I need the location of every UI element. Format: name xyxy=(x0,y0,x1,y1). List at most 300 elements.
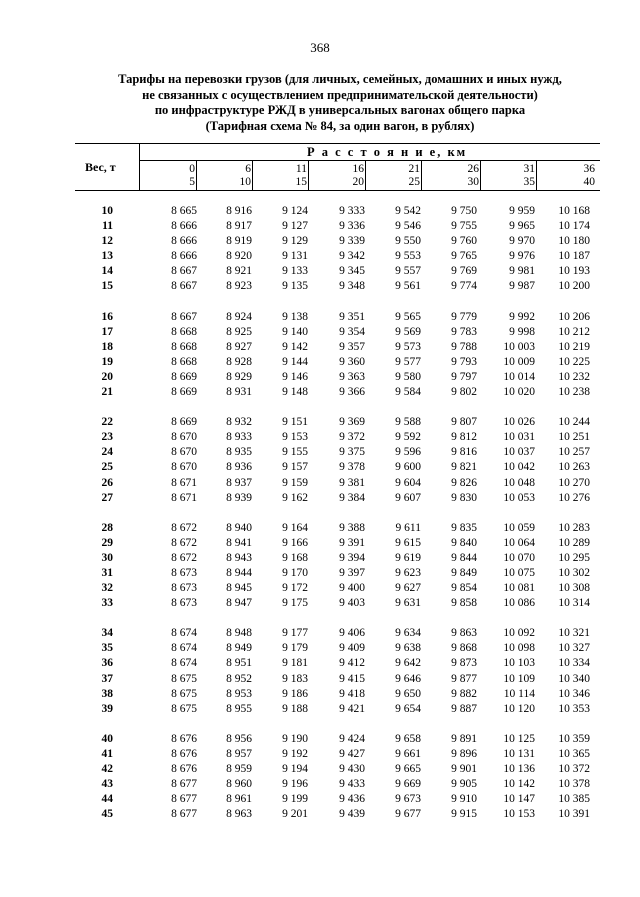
tariff-cell: 9 375 xyxy=(339,446,365,459)
tariff-cell: 10 232 xyxy=(558,370,590,383)
tariff-cell: 9 604 xyxy=(395,476,421,489)
tariff-cell: 10 391 xyxy=(558,808,590,821)
weight-cell: 33 xyxy=(101,597,113,610)
tariff-cell: 8 961 xyxy=(226,793,252,806)
table-row xyxy=(75,204,600,219)
range-divider xyxy=(421,160,422,191)
tariff-cell: 9 561 xyxy=(395,280,421,293)
tariff-cell: 10 053 xyxy=(503,491,535,504)
tariff-cell: 9 190 xyxy=(282,732,308,745)
tariff-cell: 8 951 xyxy=(226,657,252,670)
tariff-cell: 10 340 xyxy=(558,672,590,685)
tariff-cell: 10 302 xyxy=(558,566,590,579)
tariff-cell: 9 646 xyxy=(395,672,421,685)
weight-cell: 25 xyxy=(101,461,113,474)
weight-cell: 11 xyxy=(102,220,113,233)
tariff-cell: 9 146 xyxy=(282,370,308,383)
tariff-cell: 8 673 xyxy=(171,597,197,610)
tariff-cell: 8 674 xyxy=(171,627,197,640)
tariff-cell: 8 944 xyxy=(226,566,252,579)
tariff-cell: 9 412 xyxy=(339,657,365,670)
title-line: (Тарифная схема № 84, за один вагон, в рублях) xyxy=(205,118,475,133)
tariff-cell: 9 873 xyxy=(451,657,477,670)
tariff-cell: 10 092 xyxy=(503,627,535,640)
table-row xyxy=(75,566,600,581)
weight-cell: 31 xyxy=(101,566,113,579)
tariff-cell: 8 669 xyxy=(171,386,197,399)
tariff-cell: 10 193 xyxy=(558,265,590,278)
tariff-cell: 9 765 xyxy=(451,250,477,263)
tariff-cell: 8 669 xyxy=(171,370,197,383)
tariff-cell: 9 342 xyxy=(339,250,365,263)
tariff-cell: 9 661 xyxy=(395,747,421,760)
tariff-cell: 9 669 xyxy=(395,778,421,791)
weight-cell: 14 xyxy=(101,265,113,278)
tariff-cell: 9 199 xyxy=(282,793,308,806)
table-row xyxy=(75,656,600,671)
tariff-cell: 8 677 xyxy=(171,778,197,791)
tariff-cell: 9 896 xyxy=(451,747,477,760)
tariff-cell: 9 391 xyxy=(339,536,365,549)
tariff-cell: 8 916 xyxy=(226,205,252,217)
tariff-cell: 9 607 xyxy=(395,491,421,504)
tariff-cell: 9 569 xyxy=(395,325,421,338)
distance-header: Р а с с т о я н и е, км xyxy=(307,145,468,159)
tariff-cell: 8 676 xyxy=(171,732,197,745)
tariff-cell: 9 844 xyxy=(451,551,477,564)
tariff-cell: 8 673 xyxy=(171,566,197,579)
tariff-cell: 9 433 xyxy=(339,778,365,791)
tariff-cell: 10 308 xyxy=(558,582,590,595)
tariff-cell: 8 943 xyxy=(226,551,252,564)
tariff-cell: 9 600 xyxy=(395,461,421,474)
tariff-cell: 9 142 xyxy=(282,340,308,353)
tariff-cell: 9 634 xyxy=(395,627,421,640)
tariff-cell: 9 348 xyxy=(339,280,365,293)
tariff-cell: 8 923 xyxy=(226,280,252,293)
weight-cell: 39 xyxy=(101,702,113,715)
tariff-cell: 9 131 xyxy=(282,250,308,263)
tariff-cell: 10 014 xyxy=(503,370,535,383)
table-row xyxy=(75,521,600,536)
tariff-cell: 10 187 xyxy=(558,250,590,263)
weight-cell: 28 xyxy=(101,521,113,534)
tariff-cell: 9 186 xyxy=(282,687,308,700)
tariff-cell: 8 675 xyxy=(171,702,197,715)
tariff-cell: 9 439 xyxy=(339,808,365,821)
range-header xyxy=(449,163,479,189)
tariff-cell: 10 365 xyxy=(558,747,590,760)
weight-cell: 36 xyxy=(101,657,113,670)
tariff-cell: 9 194 xyxy=(282,763,308,775)
table-row xyxy=(75,430,600,445)
tariff-cell: 8 917 xyxy=(226,220,252,233)
table-row xyxy=(75,491,600,506)
tariff-cell: 8 674 xyxy=(171,657,197,670)
tariff-cell: 9 144 xyxy=(282,355,308,368)
range-to: 20 xyxy=(352,176,364,188)
range-header xyxy=(505,163,535,189)
range-from: 21 xyxy=(408,163,420,175)
tariff-cell: 9 998 xyxy=(509,325,535,338)
tariff-cell: 8 672 xyxy=(171,521,197,534)
header-top-border xyxy=(75,143,600,144)
range-header xyxy=(334,163,364,189)
table-row xyxy=(75,279,600,294)
tariff-cell: 9 665 xyxy=(395,763,421,775)
tariff-cell: 9 868 xyxy=(451,642,477,655)
tariff-cell: 10 136 xyxy=(503,763,535,775)
tariff-cell: 8 957 xyxy=(226,747,252,760)
range-to: 40 xyxy=(583,176,595,188)
tariff-cell: 10 372 xyxy=(558,763,590,775)
weight-cell: 38 xyxy=(101,687,113,700)
tariff-cell: 10 206 xyxy=(558,310,590,323)
tariff-cell: 9 905 xyxy=(451,778,477,791)
row-group xyxy=(75,310,600,401)
tariff-cell: 9 840 xyxy=(451,536,477,549)
tariff-cell: 9 360 xyxy=(339,355,365,368)
range-divider xyxy=(536,160,537,191)
weight-cell: 23 xyxy=(101,431,113,444)
range-to: 15 xyxy=(295,176,307,188)
tariff-cell: 10 125 xyxy=(503,732,535,745)
table-row xyxy=(75,445,600,460)
tariff-cell: 9 201 xyxy=(282,808,308,821)
tariff-cell: 9 357 xyxy=(339,340,365,353)
tariff-cell: 10 064 xyxy=(503,536,535,549)
range-from: 26 xyxy=(467,163,479,175)
table-row xyxy=(75,536,600,551)
weight-cell: 42 xyxy=(101,763,113,775)
weight-cell: 32 xyxy=(101,582,113,595)
tariff-cell: 10 238 xyxy=(558,386,590,399)
document-title xyxy=(70,72,610,134)
range-from: 6 xyxy=(245,163,251,175)
table-row xyxy=(75,460,600,475)
table-row xyxy=(75,310,600,325)
tariff-cell: 9 677 xyxy=(395,808,421,821)
tariff-cell: 10 212 xyxy=(558,325,590,338)
tariff-cell: 9 172 xyxy=(282,582,308,595)
tariff-cell: 8 667 xyxy=(171,310,197,323)
tariff-cell: 8 959 xyxy=(226,763,252,775)
tariff-cell: 9 400 xyxy=(339,582,365,595)
tariff-cell: 8 925 xyxy=(226,325,252,338)
weight-column-divider xyxy=(139,143,140,191)
tariff-cell: 9 345 xyxy=(339,265,365,278)
tariff-cell: 9 179 xyxy=(282,642,308,655)
tariff-cell: 9 760 xyxy=(451,235,477,248)
tariff-cell: 8 932 xyxy=(226,416,252,429)
tariff-cell: 9 650 xyxy=(395,687,421,700)
tariff-cell: 9 858 xyxy=(451,597,477,610)
range-divider xyxy=(196,160,197,191)
table-row xyxy=(75,370,600,385)
tariff-cell: 8 963 xyxy=(226,808,252,821)
tariff-cell: 8 666 xyxy=(171,250,197,263)
tariff-cell: 9 415 xyxy=(339,672,365,685)
tariff-cell: 9 584 xyxy=(395,386,421,399)
tariff-cell: 9 793 xyxy=(451,355,477,368)
tariff-cell: 8 937 xyxy=(226,476,252,489)
weight-cell: 26 xyxy=(101,476,113,489)
tariff-cell: 9 580 xyxy=(395,370,421,383)
range-header xyxy=(165,163,195,189)
tariff-cell: 9 372 xyxy=(339,431,365,444)
tariff-cell: 9 577 xyxy=(395,355,421,368)
tariff-cell: 10 153 xyxy=(503,808,535,821)
distance-divider xyxy=(140,160,600,161)
tariff-cell: 8 921 xyxy=(226,265,252,278)
tariff-cell: 9 623 xyxy=(395,566,421,579)
tariff-cell: 8 945 xyxy=(226,582,252,595)
tariff-cell: 9 557 xyxy=(395,265,421,278)
tariff-cell: 9 542 xyxy=(395,205,421,217)
tariff-cell: 9 181 xyxy=(282,657,308,670)
tariff-cell: 8 672 xyxy=(171,536,197,549)
weight-cell: 20 xyxy=(101,370,113,383)
weight-cell: 30 xyxy=(101,551,113,564)
table-row xyxy=(75,702,600,717)
tariff-cell: 9 779 xyxy=(451,310,477,323)
range-from: 31 xyxy=(523,163,535,175)
tariff-cell: 8 666 xyxy=(171,235,197,248)
tariff-cell: 9 573 xyxy=(395,340,421,353)
tariff-cell: 9 774 xyxy=(451,280,477,293)
tariff-cell: 9 166 xyxy=(282,536,308,549)
tariff-cell: 10 353 xyxy=(558,702,590,715)
weight-header: Вес, т xyxy=(85,160,116,174)
tariff-cell: 9 835 xyxy=(451,521,477,534)
tariff-cell: 9 981 xyxy=(509,265,535,278)
tariff-cell: 9 409 xyxy=(339,642,365,655)
tariff-cell: 9 807 xyxy=(451,416,477,429)
row-group xyxy=(75,732,600,823)
tariff-cell: 9 849 xyxy=(451,566,477,579)
weight-cell: 10 xyxy=(101,205,113,217)
table-row xyxy=(75,762,600,777)
tariff-cell: 9 177 xyxy=(282,627,308,640)
tariff-cell: 10 283 xyxy=(558,521,590,534)
tariff-cell: 9 159 xyxy=(282,476,308,489)
header-bottom-border xyxy=(75,190,600,191)
tariff-cell: 8 670 xyxy=(171,461,197,474)
table-row xyxy=(75,672,600,687)
tariff-cell: 10 289 xyxy=(558,536,590,549)
range-from: 11 xyxy=(295,163,307,175)
weight-cell: 43 xyxy=(101,778,113,791)
tariff-cell: 9 188 xyxy=(282,702,308,715)
tariff-cell: 8 666 xyxy=(171,220,197,233)
weight-cell: 15 xyxy=(101,280,113,293)
tariff-cell: 8 668 xyxy=(171,325,197,338)
tariff-cell: 9 830 xyxy=(451,491,477,504)
tariff-cell: 8 676 xyxy=(171,747,197,760)
tariff-cell: 9 151 xyxy=(282,416,308,429)
tariff-cell: 9 750 xyxy=(451,205,477,217)
tariff-cell: 9 170 xyxy=(282,566,308,579)
tariff-cell: 9 802 xyxy=(451,386,477,399)
tariff-cell: 9 133 xyxy=(282,265,308,278)
tariff-cell: 10 009 xyxy=(503,355,535,368)
range-from: 16 xyxy=(352,163,364,175)
tariff-cell: 9 992 xyxy=(509,310,535,323)
tariff-cell: 8 673 xyxy=(171,582,197,595)
tariff-cell: 8 674 xyxy=(171,642,197,655)
tariff-cell: 9 854 xyxy=(451,582,477,595)
tariff-cell: 9 638 xyxy=(395,642,421,655)
tariff-cell: 9 378 xyxy=(339,461,365,474)
tariff-cell: 9 138 xyxy=(282,310,308,323)
tariff-cell: 8 672 xyxy=(171,551,197,564)
tariff-cell: 8 920 xyxy=(226,250,252,263)
tariff-cell: 9 394 xyxy=(339,551,365,564)
tariff-cell: 9 976 xyxy=(509,250,535,263)
tariff-cell: 9 673 xyxy=(395,793,421,806)
table-row xyxy=(75,777,600,792)
table-row xyxy=(75,249,600,264)
tariff-cell: 8 928 xyxy=(226,355,252,368)
tariff-cell: 9 654 xyxy=(395,702,421,715)
tariff-cell: 10 103 xyxy=(503,657,535,670)
tariff-cell: 9 821 xyxy=(451,461,477,474)
weight-cell: 29 xyxy=(101,536,113,549)
tariff-cell: 10 048 xyxy=(503,476,535,489)
tariff-cell: 9 124 xyxy=(282,205,308,217)
tariff-cell: 8 953 xyxy=(226,687,252,700)
tariff-cell: 9 153 xyxy=(282,431,308,444)
tariff-cell: 10 327 xyxy=(558,642,590,655)
tariff-cell: 10 020 xyxy=(503,386,535,399)
tariff-cell: 8 956 xyxy=(226,732,252,745)
tariff-cell: 9 596 xyxy=(395,446,421,459)
tariff-cell: 9 129 xyxy=(282,235,308,248)
tariff-cell: 9 882 xyxy=(451,687,477,700)
tariff-table-body xyxy=(75,204,600,837)
tariff-cell: 10 031 xyxy=(503,431,535,444)
tariff-cell: 10 174 xyxy=(558,220,590,233)
range-to: 25 xyxy=(408,176,420,188)
tariff-cell: 10 346 xyxy=(558,687,590,700)
table-row xyxy=(75,415,600,430)
tariff-cell: 9 369 xyxy=(339,416,365,429)
weight-cell: 13 xyxy=(101,250,113,263)
range-header xyxy=(565,163,595,189)
tariff-cell: 8 955 xyxy=(226,702,252,715)
tariff-cell: 10 385 xyxy=(558,793,590,806)
weight-cell: 37 xyxy=(101,672,113,685)
tariff-cell: 8 929 xyxy=(226,370,252,383)
tariff-cell: 9 175 xyxy=(282,597,308,610)
table-row xyxy=(75,219,600,234)
tariff-cell: 9 140 xyxy=(282,325,308,338)
weight-cell: 41 xyxy=(101,747,113,760)
tariff-cell: 9 168 xyxy=(282,551,308,564)
tariff-cell: 10 180 xyxy=(558,235,590,248)
tariff-cell: 10 200 xyxy=(558,280,590,293)
range-divider xyxy=(365,160,366,191)
tariff-cell: 10 059 xyxy=(503,521,535,534)
tariff-cell: 9 351 xyxy=(339,310,365,323)
tariff-cell: 9 615 xyxy=(395,536,421,549)
table-row xyxy=(75,385,600,400)
row-group xyxy=(75,415,600,506)
range-divider xyxy=(308,160,309,191)
tariff-cell: 9 135 xyxy=(282,280,308,293)
range-divider xyxy=(480,160,481,191)
weight-cell: 22 xyxy=(101,416,113,429)
tariff-cell: 10 321 xyxy=(558,627,590,640)
tariff-cell: 8 919 xyxy=(226,235,252,248)
tariff-cell: 8 668 xyxy=(171,355,197,368)
tariff-cell: 10 075 xyxy=(503,566,535,579)
tariff-cell: 10 359 xyxy=(558,732,590,745)
tariff-cell: 9 797 xyxy=(451,370,477,383)
tariff-cell: 10 276 xyxy=(558,491,590,504)
tariff-cell: 8 935 xyxy=(226,446,252,459)
tariff-cell: 9 915 xyxy=(451,808,477,821)
tariff-cell: 9 384 xyxy=(339,491,365,504)
tariff-cell: 9 783 xyxy=(451,325,477,338)
tariff-cell: 9 157 xyxy=(282,461,308,474)
tariff-cell: 9 611 xyxy=(395,521,421,534)
tariff-cell: 9 403 xyxy=(339,597,365,610)
tariff-cell: 9 970 xyxy=(509,235,535,248)
tariff-cell: 9 339 xyxy=(339,235,365,248)
weight-cell: 24 xyxy=(101,446,113,459)
tariff-cell: 9 183 xyxy=(282,672,308,685)
weight-cell: 27 xyxy=(101,491,113,504)
tariff-cell: 10 120 xyxy=(503,702,535,715)
tariff-cell: 8 927 xyxy=(226,340,252,353)
tariff-cell: 10 081 xyxy=(503,582,535,595)
tariff-cell: 10 168 xyxy=(558,205,590,217)
tariff-cell: 9 910 xyxy=(451,793,477,806)
tariff-cell: 8 933 xyxy=(226,431,252,444)
tariff-cell: 9 891 xyxy=(451,732,477,745)
range-divider xyxy=(252,160,253,191)
tariff-cell: 8 931 xyxy=(226,386,252,399)
range-header xyxy=(221,163,251,189)
tariff-cell: 10 244 xyxy=(558,416,590,429)
table-row xyxy=(75,581,600,596)
weight-cell: 16 xyxy=(101,310,113,323)
tariff-cell: 10 037 xyxy=(503,446,535,459)
weight-cell: 21 xyxy=(101,386,113,399)
tariff-cell: 10 219 xyxy=(558,340,590,353)
table-row xyxy=(75,687,600,702)
table-row xyxy=(75,264,600,279)
tariff-cell: 9 363 xyxy=(339,370,365,383)
tariff-cell: 10 270 xyxy=(558,476,590,489)
tariff-cell: 8 949 xyxy=(226,642,252,655)
tariff-cell: 9 162 xyxy=(282,491,308,504)
tariff-cell: 9 192 xyxy=(282,747,308,760)
tariff-cell: 8 670 xyxy=(171,431,197,444)
title-line: по инфраструктуре РЖД в универсальных вагонах общего парка xyxy=(154,103,526,117)
tariff-cell: 9 592 xyxy=(395,431,421,444)
tariff-cell: 8 941 xyxy=(226,536,252,549)
tariff-cell: 8 952 xyxy=(226,672,252,685)
table-row xyxy=(75,807,600,822)
range-from: 36 xyxy=(583,163,595,175)
tariff-cell: 10 003 xyxy=(503,340,535,353)
tariff-cell: 9 333 xyxy=(339,205,365,217)
range-header xyxy=(390,163,420,189)
weight-cell: 17 xyxy=(101,325,113,338)
tariff-cell: 8 667 xyxy=(171,265,197,278)
